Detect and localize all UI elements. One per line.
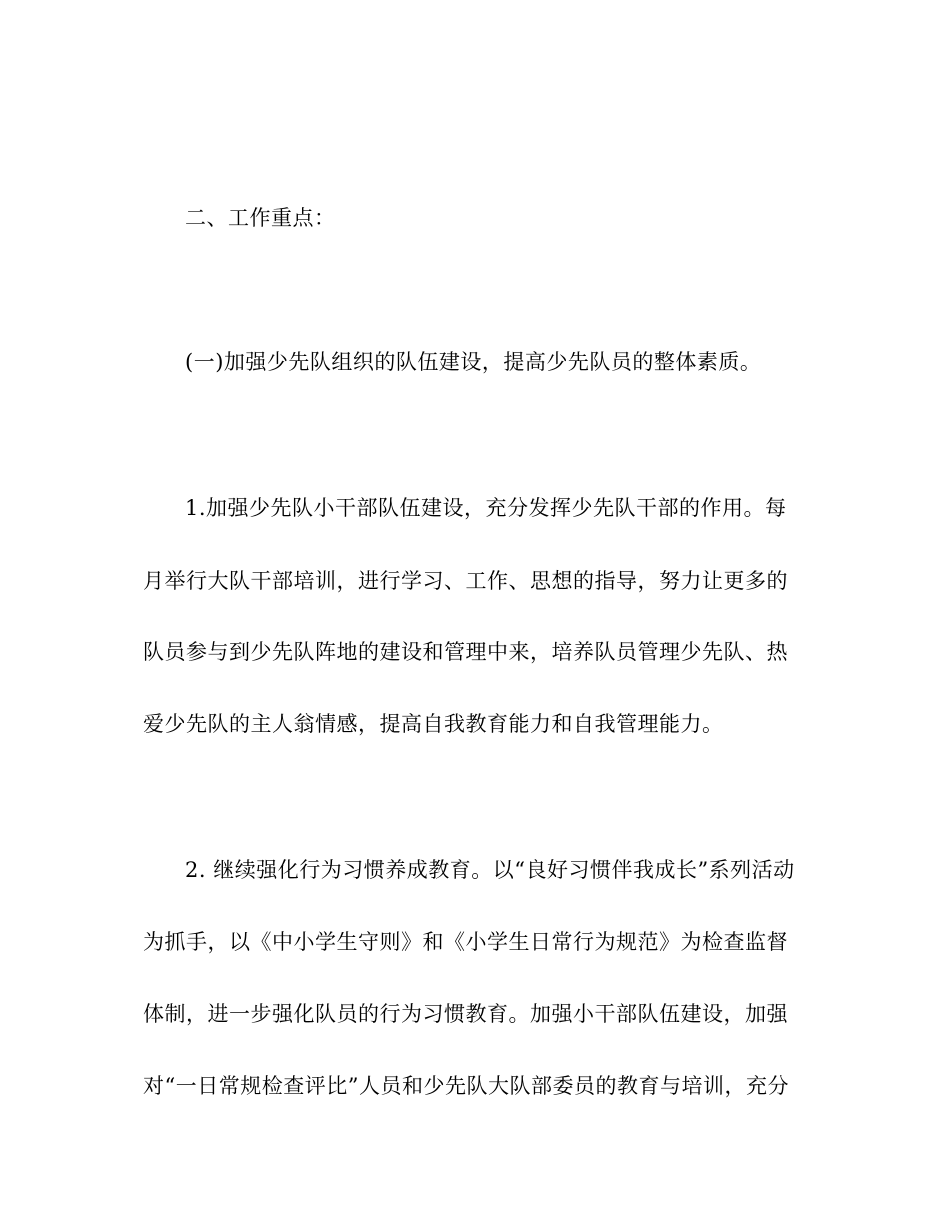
section-heading: 二、工作重点： [185,206,336,230]
item-1-line-3: 队员参与到少先队阵地的建设和管理中来，培养队员管理少先队、热 [143,640,788,664]
item-2-line-3: 体制，进一步强化队员的行为习惯教育。加强小干部队伍建设，加强 [143,1002,788,1026]
item-1-line-2: 月举行大队干部培训，进行学习、工作、思想的指导，努力让更多的 [143,569,788,593]
item-2-line-4: 对“一日常规检查评比”人员和少先队大队部委员的教育与培训，充分 [143,1074,789,1098]
item-2-line-2: 为抓手，以《中小学生守则》和《小学生日常行为规范》为检查监督 [143,930,788,954]
item-1-line-4: 爱少先队的主人翁情感，提高自我教育能力和自我管理能力。 [143,712,724,736]
subsection-heading: (一)加强少先队组织的队伍建设，提高少先队员的整体素质。 [185,350,762,374]
item-2-line-1: 2. 继续强化行为习惯养成教育。以“良好习惯伴我成长”系列活动 [185,858,795,882]
item-1-line-1: 1.加强少先队小干部队伍建设，充分发挥少先队干部的作用。每 [185,496,787,520]
